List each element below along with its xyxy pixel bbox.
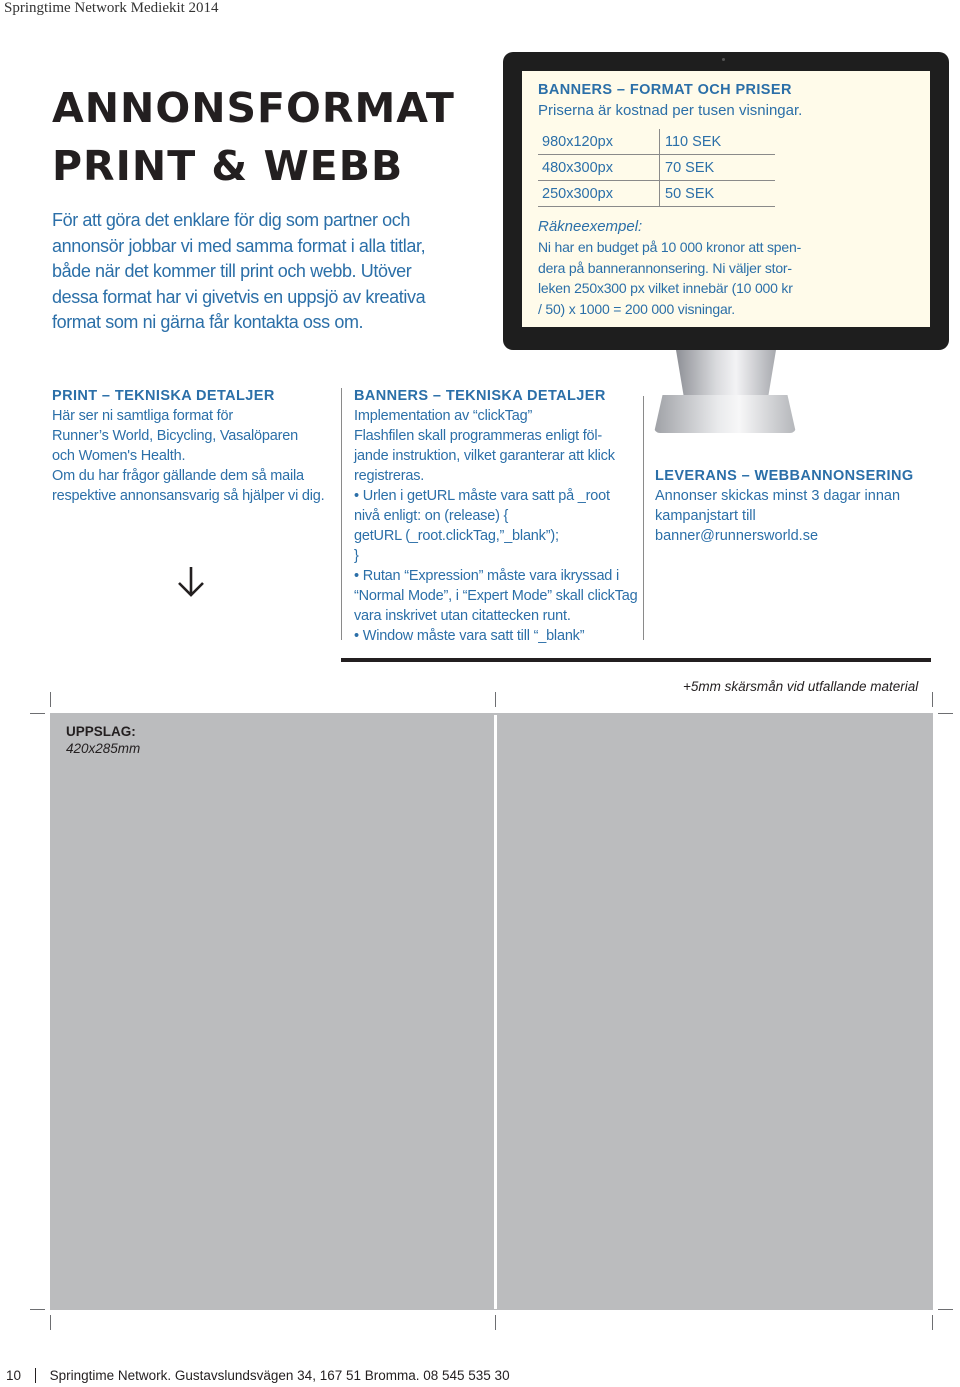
delivery-email: banner@runnersworld.se xyxy=(655,528,819,544)
print-details-line: Här ser ni samtliga format för xyxy=(52,408,233,424)
delivery-info xyxy=(655,466,935,546)
intro-line: format som ni gärna får kontakta oss om. xyxy=(52,312,364,332)
spread-size: 420x285mm xyxy=(66,741,141,756)
banner-details-line: jande instruktion, vilket garanterar att klick xyxy=(354,448,615,464)
delivery-title: LEVERANS – WEBBANNONSERING xyxy=(655,468,914,484)
monitor-stand-neck xyxy=(676,350,776,398)
print-details xyxy=(52,386,332,506)
banner-details-line: • Rutan “Expression” måste vara ikryssad i xyxy=(354,568,620,584)
spread-right-page xyxy=(497,715,932,1309)
price-cell: 70 SEK xyxy=(660,155,776,181)
document-header: Springtime Network Mediekit 2014 xyxy=(4,0,219,16)
banner-details-line: nivå enligt: on (release) { xyxy=(354,508,509,524)
banner-details-line: } xyxy=(354,548,359,564)
intro-line: både när det kommer till print och webb. Utöver xyxy=(52,261,412,281)
crop-mark xyxy=(50,692,51,707)
example-line: / 50) x 1000 = 200 000 visningar. xyxy=(538,300,735,317)
monitor-stand-base xyxy=(654,395,796,433)
arrow-down-icon xyxy=(174,564,208,598)
crop-mark xyxy=(932,692,933,707)
banner-details-title: BANNERS – TEKNISKA DETALJER xyxy=(354,388,606,404)
banners-pricing-title: BANNERS – FORMAT OCH PRISER xyxy=(538,82,792,98)
crop-mark xyxy=(495,692,496,707)
crop-mark xyxy=(50,1315,51,1330)
intro-line: För att göra det enklare för dig som partner och xyxy=(52,210,410,230)
price-cell: 50 SEK xyxy=(660,181,776,207)
spread-label: UPPSLAG: xyxy=(66,724,136,739)
banner-details-line: “Normal Mode”, i “Expert Mode” skall clickTag xyxy=(354,588,638,604)
page-footer xyxy=(6,1368,510,1383)
intro-line: dessa format har vi givetvis en uppsjö av kreativa xyxy=(52,286,426,307)
example-line: Ni har en budget på 10 000 kronor att spen- xyxy=(538,239,802,255)
table-row xyxy=(538,155,775,181)
format-cell: 250x300px xyxy=(538,181,660,207)
example-text xyxy=(538,237,801,319)
print-details-title: PRINT – TEKNISKA DETALJER xyxy=(52,388,275,404)
delivery-line: kampanjstart till xyxy=(655,508,756,524)
crop-mark xyxy=(932,1315,933,1330)
print-details-line: Om du har frågor gällande dem så maila xyxy=(52,468,304,484)
table-row xyxy=(538,181,775,207)
example-line: dera på bannerannonsering. Ni väljer stor- xyxy=(538,259,792,276)
intro-paragraph xyxy=(52,208,462,336)
print-details-line: respektive annonsansvarig så hjälper vi dig. xyxy=(52,488,325,504)
crop-mark xyxy=(938,713,953,714)
banner-details-line: Implementation av “clickTag” xyxy=(354,408,533,424)
section-rule xyxy=(341,658,931,662)
footer-divider xyxy=(35,1368,36,1383)
column-divider xyxy=(643,396,644,640)
monitor-camera xyxy=(722,58,725,61)
banners-pricing-subtitle: Priserna är kostnad per tusen visningar. xyxy=(538,102,803,119)
banner-details-line: • Window måste vara satt till “_blank” xyxy=(354,628,585,644)
headline-line2: PRINT & WEBB xyxy=(52,142,404,190)
headline-line1: ANNONSFORMAT xyxy=(52,84,455,132)
banner-details-line: vara inskrivet utan citattecken runt. xyxy=(354,608,571,624)
print-details-line: och Women's Health. xyxy=(52,448,186,464)
page-number: 10 xyxy=(6,1368,22,1383)
crop-mark xyxy=(30,713,45,714)
example-label: Räkneexempel: xyxy=(538,218,643,235)
banner-details-line: getURL (_root.clickTag,”_blank”); xyxy=(354,528,559,544)
intro-line: annonsör jobbar vi med samma format i alla titlar, xyxy=(52,235,426,256)
price-table xyxy=(538,129,775,207)
price-cell: 110 SEK xyxy=(660,129,776,155)
spread-left-page xyxy=(52,715,494,1309)
crop-mark xyxy=(495,1315,496,1330)
banner-details-line: Flashfilen skall programmeras enligt föl- xyxy=(354,428,603,444)
delivery-line: Annonser skickas minst 3 dagar innan xyxy=(655,488,901,504)
footer-address: Springtime Network. Gustavslundsvägen 34, 167 51 Bromma. 08 545 535 30 xyxy=(49,1368,510,1383)
banner-details-line: registreras. xyxy=(354,468,425,484)
crop-mark xyxy=(938,1309,953,1310)
banner-details-line: • Urlen i getURL måste vara satt på _root xyxy=(354,488,610,504)
example-line: leken 250x300 px vilket innebär (10 000 kr xyxy=(538,280,793,296)
banner-details xyxy=(354,386,644,646)
print-details-line: Runner’s World, Bicycling, Vasalöparen xyxy=(52,428,299,444)
format-cell: 980x120px xyxy=(538,129,660,155)
bleed-note: +5mm skärsmån vid utfallande material xyxy=(683,679,919,694)
table-row xyxy=(538,129,775,155)
column-divider xyxy=(341,388,342,640)
format-cell: 480x300px xyxy=(538,155,660,181)
crop-mark xyxy=(30,1309,45,1310)
